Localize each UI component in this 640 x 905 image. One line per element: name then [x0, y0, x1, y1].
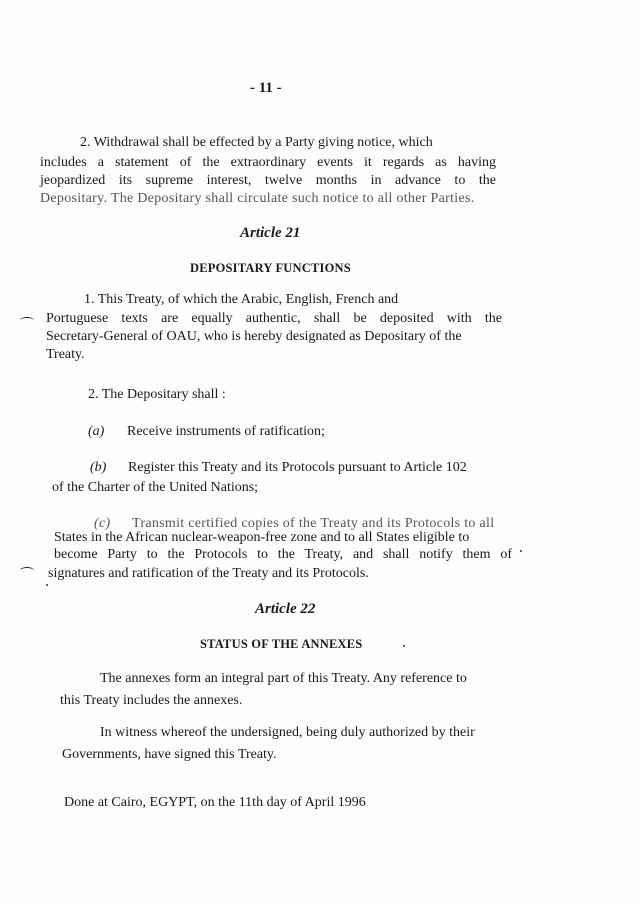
item-a-text: Receive instruments of ratification; [127, 424, 325, 439]
withdrawal-line-4: Depositary. The Depositary shall circulate such notice to all other Parties. [40, 191, 475, 206]
speck [520, 550, 522, 552]
withdrawal-line-3: jeopardized its supreme interest, twelve months in advance to the [40, 173, 496, 188]
article-21-title: Article 21 [240, 225, 301, 241]
done-at-line: Done at Cairo, EGYPT, on the 11th day of April 1996 [64, 795, 366, 810]
withdrawal-line-2: includes a statement of the extraordinary events it regards as having [40, 155, 496, 170]
item-c-line-2: States in the African nuclear-weapon-free zone and to all States eligible to [54, 530, 470, 545]
page-number: - 11 - [250, 80, 282, 96]
item-b-label: (b) [90, 460, 107, 475]
article-22-title: Article 22 [255, 601, 316, 617]
article-21-p1-line-3: Secretary-General of OAU, who is hereby designated as Depositary of the [46, 329, 462, 344]
article-21-p2: 2. The Depositary shall : [88, 387, 226, 402]
article-21-p1-line-1: 1. This Treaty, of which the Arabic, English, French and [84, 292, 399, 307]
item-c-line-4: signatures and ratification of the Treaty and its Protocols. [48, 566, 369, 581]
article-21-heading: DEPOSITARY FUNCTIONS [190, 261, 351, 275]
item-a-label: (a) [88, 424, 105, 439]
article-22-p1-line-1: The annexes form an integral part of this Treaty. Any reference to [100, 671, 467, 686]
speck [46, 584, 48, 586]
margin-mark [20, 567, 34, 574]
witness-line-2: Governments, have signed this Treaty. [62, 747, 277, 762]
item-b-line-2: of the Charter of the United Nations; [52, 480, 259, 495]
item-c-label: (c) [94, 516, 111, 531]
witness-line-1: In witness whereof the undersigned, being duly authorized by their [100, 725, 475, 740]
withdrawal-line-1: 2. Withdrawal shall be effected by a Party giving notice, which [80, 135, 433, 150]
article-22-heading: STATUS OF THE ANNEXES [200, 637, 363, 651]
article-21-p1-line-2: Portuguese texts are equally authentic, shall be deposited with the [46, 311, 502, 326]
item-b-line-1: Register this Treaty and its Protocols pursuant to Article 102 [128, 460, 467, 475]
article-22-p1-line-2: this Treaty includes the annexes. [60, 693, 243, 708]
item-c-line-3: become Party to the Protocols to the Treaty, and shall notify them of [54, 547, 512, 562]
item-c-line-1: Transmit certified copies of the Treaty and its Protocols to all [132, 516, 495, 531]
margin-mark [20, 317, 34, 324]
speck [403, 645, 405, 647]
article-21-p1-line-4: Treaty. [46, 347, 85, 362]
